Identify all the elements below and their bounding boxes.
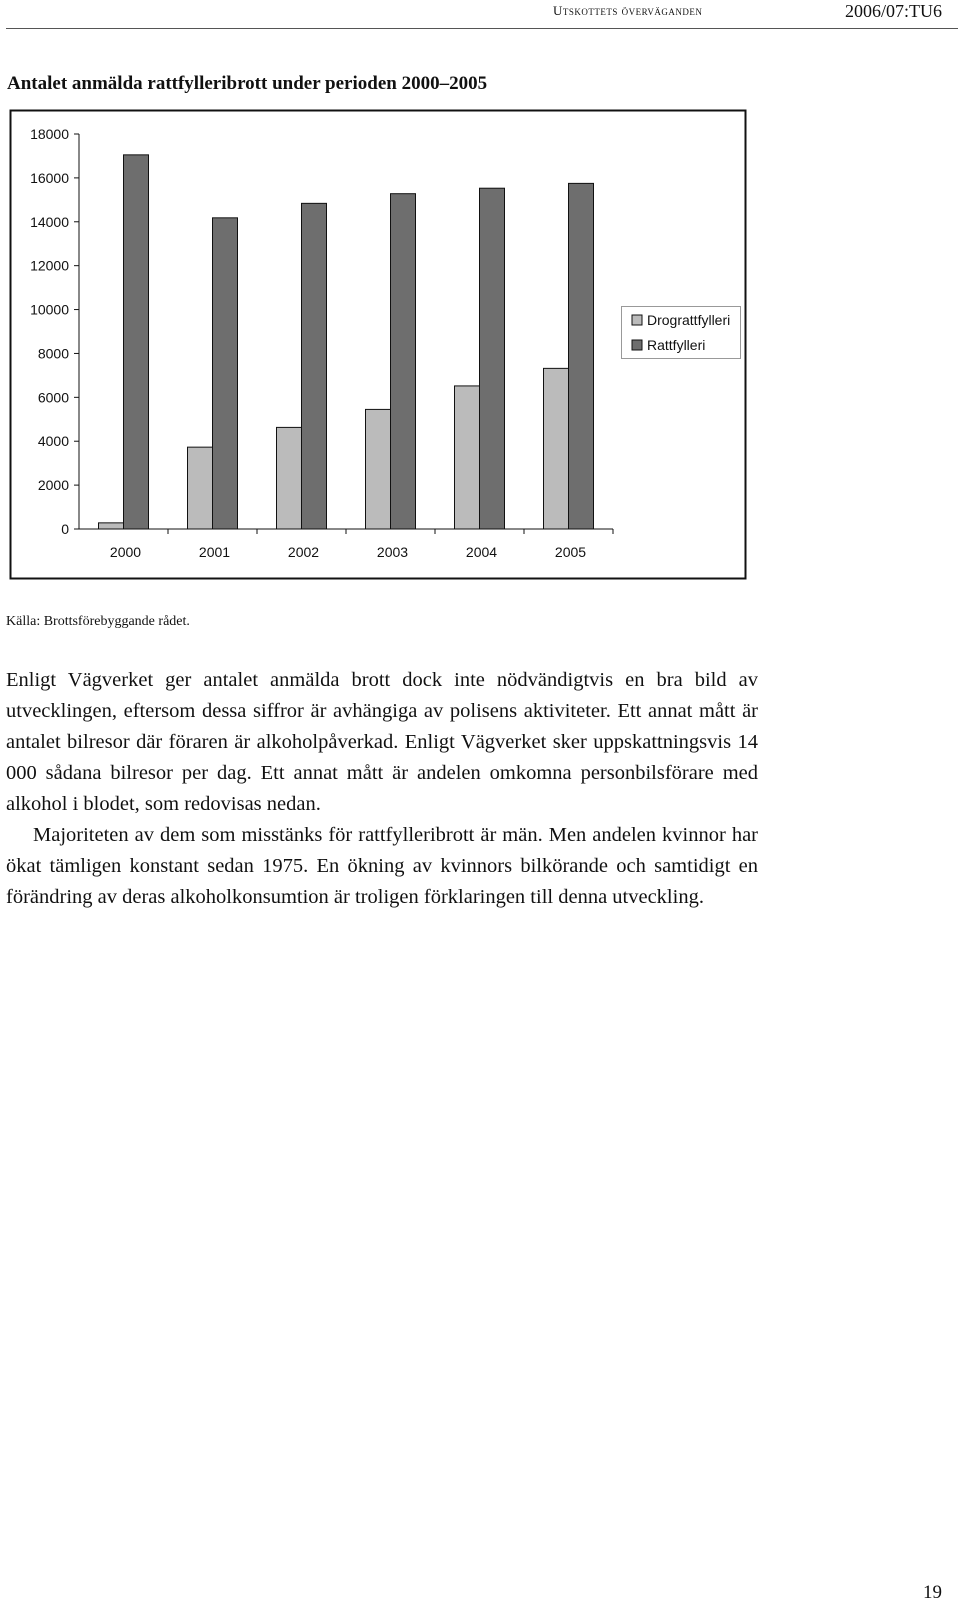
x-tick-label: 2005: [554, 544, 587, 560]
body-text: [6, 665, 758, 913]
y-tick-label: 4000: [37, 433, 69, 450]
paragraph: Enligt Vägverket ger antalet anmälda brott dock inte nödvändigtvis en bra bild av utvecklingen, eftersom dessa siffror är avhängiga av polisens aktiviteter. Ett annat mått är antalet bilresor där föraren är alkoholpåverkad. Enligt Vägverket sker uppskattningsvis 14 000 sådana bilresor per dag. Ett annat mått är andelen omkomna personbilsförare med alkohol i blodet, som redovisas nedan.: [6, 669, 758, 815]
x-tick-label: 2003: [376, 544, 409, 560]
x-tick-label: 2002: [287, 544, 320, 560]
bar-rattfylleri-2004: [480, 188, 505, 529]
legend-swatch-rattfylleri: [632, 340, 642, 350]
legend-label-drograttfylleri: Drograttfylleri: [647, 312, 731, 328]
y-tick-label: 8000: [37, 345, 69, 362]
running-header-section: Utskottets överväganden: [553, 3, 703, 18]
y-tick-label: 12000: [30, 257, 69, 274]
bar-drograttfylleri-2000: [99, 523, 124, 529]
bar-rattfylleri-2002: [302, 203, 327, 529]
bar-rattfylleri-2001: [213, 218, 238, 529]
bar-drograttfylleri-2001: [188, 447, 213, 529]
bar-drograttfylleri-2004: [455, 386, 480, 529]
bar-drograttfylleri-2005: [544, 368, 569, 529]
y-tick-label: 2000: [37, 477, 69, 494]
legend-label-rattfylleri: Rattfylleri: [647, 337, 706, 353]
page-number: 19: [923, 1582, 942, 1603]
source-note: Källa: Brottsförebyggande rådet.: [6, 614, 190, 629]
bar-drograttfylleri-2003: [366, 409, 391, 529]
x-tick-label: 2001: [198, 544, 231, 560]
bar-rattfylleri-2003: [391, 194, 416, 529]
y-tick-label: 0: [61, 521, 69, 537]
chart-title: Antalet anmälda rattfylleribrott under perioden 2000–2005: [7, 73, 488, 94]
y-tick-label: 16000: [30, 169, 69, 186]
x-tick-label: 2000: [109, 544, 142, 560]
y-tick-label: 14000: [30, 213, 69, 230]
legend-swatch-drograttfylleri: [632, 315, 642, 325]
bar-rattfylleri-2005: [569, 183, 594, 529]
running-header-doc-id: 2006/07:TU6: [845, 1, 942, 21]
x-tick-label: 2004: [465, 544, 498, 560]
y-tick-label: 18000: [30, 126, 69, 142]
bar-drograttfylleri-2002: [277, 427, 302, 529]
legend: [622, 307, 741, 359]
paragraph: Majoriteten av dem som misstänks för rattfylleribrott är män. Men andelen kvinnor har ökat tämligen konstant sedan 1975. En ökning av kvinnors bilkörande och samtidigt en förändring av deras alkoholkonsumtion är troligen förklaringen till denna utveckling.: [6, 824, 758, 908]
bar-rattfylleri-2000: [124, 155, 149, 529]
bar-chart: [0, 0, 960, 600]
y-tick-label: 6000: [37, 389, 69, 406]
y-tick-label: 10000: [30, 301, 69, 318]
